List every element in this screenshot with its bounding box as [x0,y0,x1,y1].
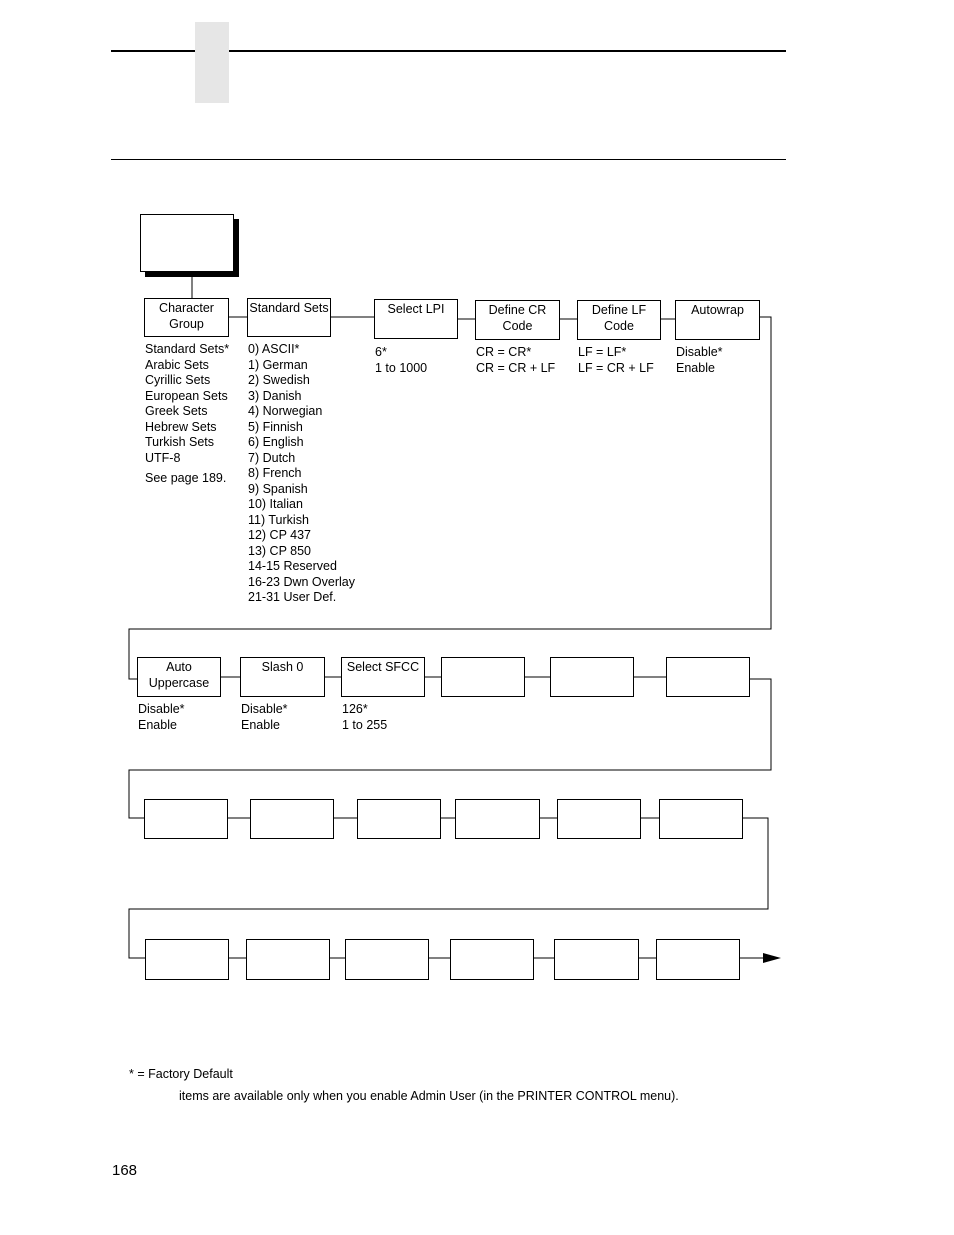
option-item: 1 to 1000 [375,360,428,375]
options-slash-0 [241,702,288,733]
node-label: Auto Uppercase [148,660,210,690]
node-label: Character Group [159,301,214,331]
node-standard-sets [247,298,331,337]
node-label: Select LPI [387,302,445,316]
option-item: Greek Sets [145,404,208,418]
node-label: Slash 0 [261,660,304,674]
node-row4-blank [145,939,229,980]
node-select-lpi [374,299,458,339]
option-item: 3) Danish [248,388,302,403]
option-item: Turkish Sets [145,435,215,449]
option-item: 6* [375,345,387,359]
wrap-row2-row3 [129,679,771,818]
option-item: 9) Spanish [248,481,308,496]
option-item: 12) CP 437 [248,528,312,542]
option-item: 5) Finnish [248,419,303,434]
option-item: 0) ASCII* [248,342,300,356]
option-item: 10) Italian [248,497,303,511]
options-autowrap [676,345,723,376]
option-item: 7) Dutch [248,450,296,465]
option-item: Disable* [676,345,723,359]
option-item: Cyrillic Sets [145,373,211,387]
node-row4-blank [345,939,429,980]
option-item: Enable [138,717,177,732]
option-item: CR = CR* [476,345,532,359]
node-row2-blank [441,657,525,697]
option-item: 21-31 User Def. [248,590,337,604]
options-select-sfcc [342,702,387,733]
options-define-cr-code [476,345,555,376]
node-label: Define LF Code [591,303,647,333]
options-character-group [145,342,229,487]
node-row4-blank [554,939,639,980]
options-select-lpi [375,345,427,376]
option-item: Arabic Sets [145,357,209,372]
node-row2-blank [666,657,750,697]
node-label: Standard Sets [249,301,329,315]
node-define-cr-code [475,300,560,340]
options-auto-uppercase [138,702,185,733]
option-item: 8) French [248,466,302,480]
option-item: 1 to 255 [342,717,388,732]
options-define-lf-code [578,345,654,376]
option-item: Standard Sets* [145,342,230,356]
node-row3-blank [250,799,334,839]
option-item: 126* [342,702,368,716]
option-item: Disable* [138,702,185,716]
node-row2-blank [550,657,634,697]
node-row3-blank [455,799,540,839]
option-item: CR = CR + LF [476,360,556,375]
option-note: See page 189. [145,471,227,485]
option-item: 2) Swedish [248,373,310,387]
node-auto-uppercase [137,657,221,697]
option-item: 11) Turkish [248,512,309,527]
option-item: UTF-8 [145,450,181,465]
node-label: Define CR Code [488,303,547,333]
node-row4-blank [656,939,740,980]
menu-root-box [140,214,234,272]
node-row3-blank [357,799,441,839]
node-row3-blank [144,799,228,839]
node-select-sfcc [341,657,425,697]
option-item: 16-23 Dwn Overlay [248,574,355,589]
option-item: Enable [676,360,715,375]
option-item: 14-15 Reserved [248,559,337,573]
node-row3-blank [557,799,641,839]
option-item: European Sets [145,388,228,403]
page-number: 168 [112,1162,138,1179]
wrap-row3-row4 [129,818,768,958]
node-label: Select SFCC [346,660,420,674]
option-item: LF = LF* [578,345,627,359]
node-slash-0 [240,657,325,697]
option-item: LF = CR + LF [578,360,654,375]
option-item: 13) CP 850 [248,543,312,558]
node-character-group [144,298,229,337]
option-item: Hebrew Sets [145,419,217,434]
node-define-lf-code [577,300,661,340]
options-standard-sets [248,342,355,606]
option-item: Enable [241,717,280,732]
option-item: Disable* [241,702,288,716]
footnote-factory-default: * = Factory Default [129,1067,233,1081]
node-label: Autowrap [691,303,744,317]
continue-arrow-icon [763,953,781,963]
option-item: 6) English [248,435,304,449]
node-row4-blank [450,939,534,980]
option-item: 4) Norwegian [248,404,323,418]
option-item: 1) German [248,357,308,372]
footnote-admin-user: items are available only when you enable Admin User (in the PRINTER CONTROL menu). [179,1089,679,1103]
node-row3-blank [659,799,743,839]
node-row4-blank [246,939,330,980]
node-autowrap [675,300,760,340]
